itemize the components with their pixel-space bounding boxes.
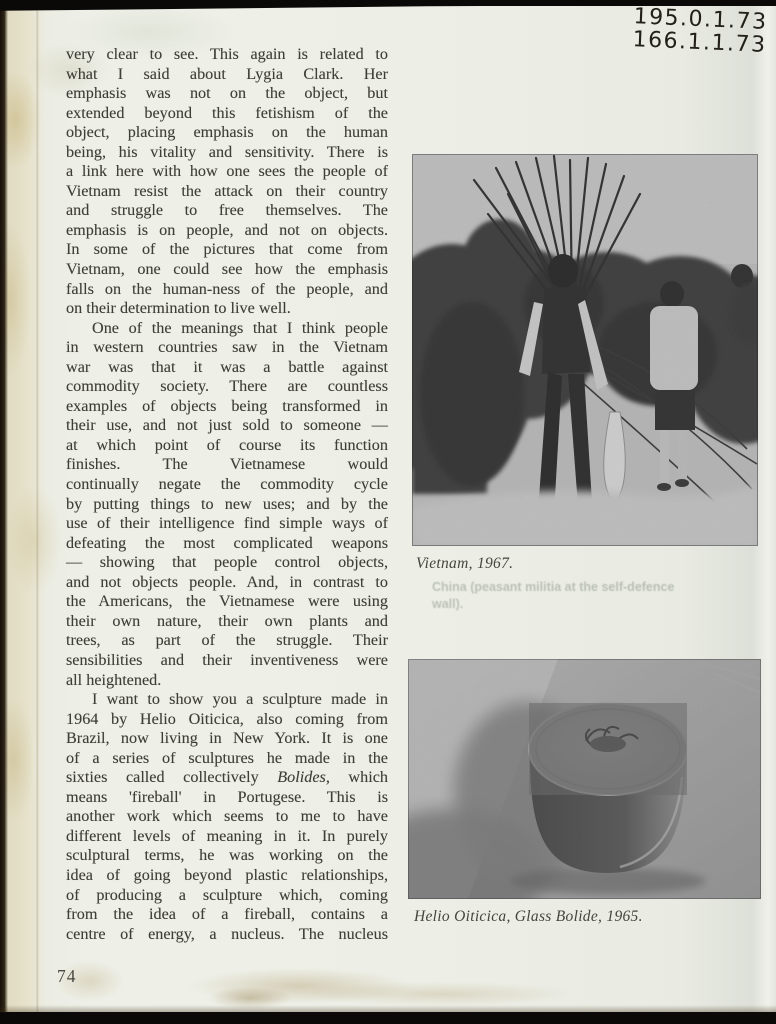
text-line: One of the meanings that I think people (92, 318, 388, 337)
text-line: at which point of course its function (66, 435, 388, 454)
text-line: emphasis is on people, and not on objects. (66, 220, 388, 239)
text-line: and struggle to free themselves. The (66, 201, 388, 220)
text-line: very clear to see. This again is related to (66, 45, 388, 63)
text-line: their use, and not just sold to someone — (66, 416, 388, 435)
text-line: different levels of meaning in it. In purely (66, 826, 388, 845)
text-line: Vietnam resist the attack on their country (66, 181, 388, 200)
text-line: — showing that people control objects, (66, 553, 388, 572)
text-line: falls on the human-ness of the people, and (66, 279, 388, 298)
text-line: 1964 by Helio Oiticica, also coming from (66, 709, 388, 728)
text-line: of producing a sculpture which, coming (66, 885, 388, 904)
paper (0, 6, 776, 1012)
page-number: 74 (57, 966, 77, 986)
text-line: trees, as part of the struggle. Their (66, 631, 388, 650)
handwritten-number-1: 195.0.1.73 (633, 4, 769, 35)
text-line: I want to show you a sculpture made in (92, 690, 388, 709)
text-line: emphasis was not on the object, but (66, 84, 388, 103)
text-line: idea of going beyond plastic relationships, (66, 865, 388, 884)
text-line: by putting things to new uses; and by the (66, 494, 388, 513)
bolide-caption: Helio Oiticica, Glass Bolide, 1965. (414, 908, 643, 925)
text-line: of a series of sculptures he made in the (66, 748, 388, 767)
text-line: another work which seems to me to have (66, 807, 388, 826)
text-line: on their determination to live well. (66, 299, 291, 318)
text-line: sculptural terms, he was working on the (66, 846, 388, 865)
text-line: in western countries saw in the Vietnam (66, 338, 388, 357)
text-line: their own nature, their own plants and (66, 611, 388, 630)
text-line: Vietnam, one could see how the emphasis (66, 260, 388, 279)
text-line: continually negate the commodity cycle (66, 475, 388, 494)
text-line: centre of energy, a nucleus. The nucleus (66, 924, 388, 943)
vietnam-photo (412, 154, 758, 546)
handwritten-number-2: 166.1.1.73 (632, 27, 768, 58)
text-line: a link here with how one sees the people of (66, 162, 388, 181)
handwritten-accession-numbers (632, 5, 768, 57)
text-line: use of their intelligence find simple ways of (66, 514, 388, 533)
text-line: object, placing emphasis on the human (66, 123, 388, 142)
showthrough-text: China (peasant militia at the self-defence wall). (432, 580, 675, 611)
text-line: sensibilities and their inventiveness were (66, 650, 388, 669)
text-line: being, his vitality and sensitivity. There is (66, 142, 388, 161)
figure-vietnam (412, 154, 758, 573)
book-spine-edge (0, 0, 8, 1024)
text-line: commodity society. There are countless (66, 377, 388, 396)
text-line: sixties called collectively Bolides, which (66, 768, 388, 787)
page-bottom-shadow (0, 1005, 776, 1012)
bolide-photo (408, 659, 761, 899)
text-line: extended beyond this fetishism of the (66, 103, 388, 122)
text-line: and not objects people. And, in contrast to (66, 572, 388, 591)
text-line: In some of the pictures that come from (66, 240, 388, 259)
text-line: the Americans, the Vietnamese were using (66, 592, 388, 611)
vietnam-caption: Vietnam, 1967. (416, 555, 514, 572)
text-line: defeating the most complicated weapons (66, 533, 388, 552)
text-line: all heightened. (66, 670, 162, 689)
text-line: Brazil, now living in New York. It is one (66, 729, 388, 748)
body-text (66, 45, 388, 944)
text-line: war was that it was a battle against (66, 357, 388, 376)
text-line: means 'fireball' in Portugese. This is (66, 787, 388, 806)
text-line: from the idea of a fireball, contains a (66, 905, 388, 924)
figure-bolide (408, 659, 761, 926)
text-line: examples of objects being transformed in (66, 396, 388, 415)
text-line: finishes. The Vietnamese would (66, 455, 388, 474)
text-line: what I said about Lygia Clark. Her (66, 64, 388, 83)
